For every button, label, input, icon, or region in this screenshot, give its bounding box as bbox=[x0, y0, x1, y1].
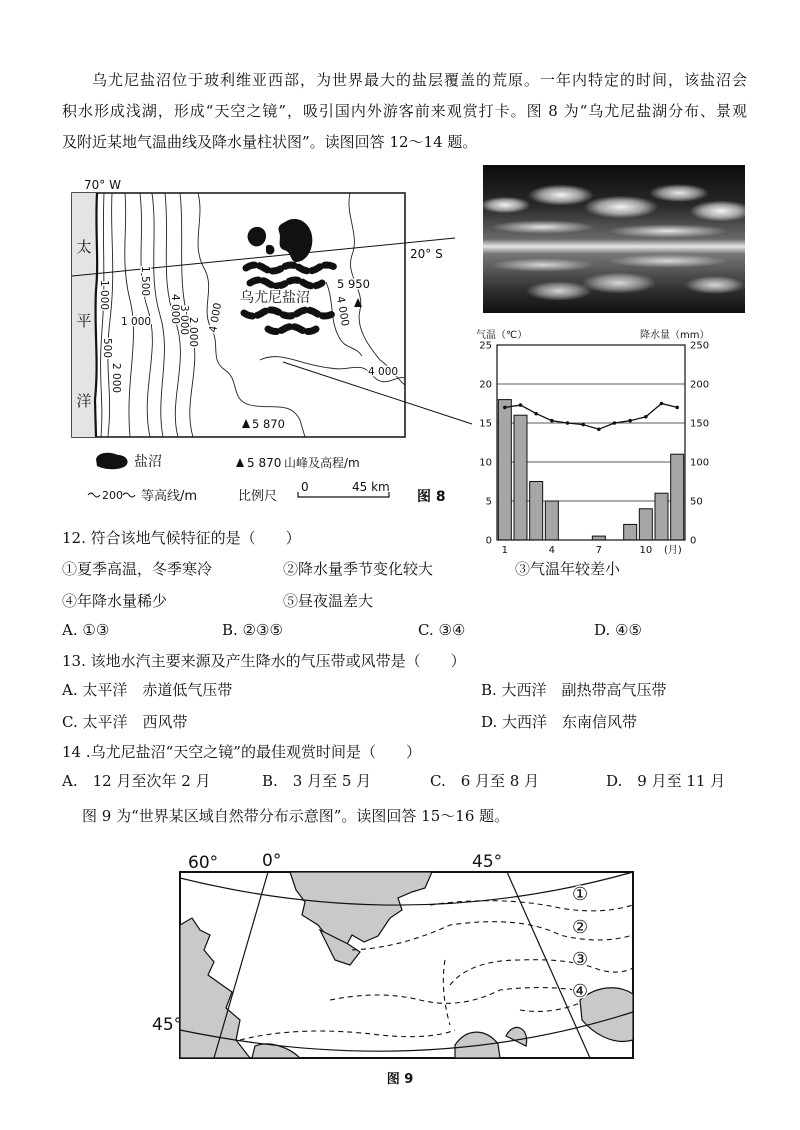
figure-8-caption: 图 8 bbox=[417, 489, 446, 505]
y-tick-right: 100 bbox=[690, 457, 710, 469]
contour-label: 3 000 bbox=[178, 305, 190, 336]
temperature-point bbox=[644, 415, 648, 419]
precipitation-bar bbox=[514, 415, 527, 540]
q12-item: ④年降水量稀少 bbox=[62, 592, 168, 610]
q14-option-b: B. 3 月至 5 月 bbox=[262, 772, 372, 790]
q13-stem: 13. 该地水汽主要来源及产生降水的气压带或风带是（ ） bbox=[62, 652, 466, 670]
q12-stem: 12. 符合该地气候特征的是（ ） bbox=[62, 529, 301, 547]
peak-b-elevation: 5 870 bbox=[252, 417, 285, 431]
contour-label: 2 000 bbox=[187, 317, 199, 348]
x-tick-label: 1 bbox=[501, 545, 509, 556]
temperature-point bbox=[550, 419, 554, 423]
temperature-point bbox=[534, 412, 538, 416]
lat-60-label: 60° bbox=[188, 853, 219, 873]
contour-label: 1 000 bbox=[98, 280, 110, 311]
lon-45-label: 45° bbox=[472, 852, 503, 872]
precipitation-bar bbox=[545, 501, 558, 540]
q12-item: ②降水量季节变化较大 bbox=[283, 560, 434, 578]
parallel-label: 20° S bbox=[410, 247, 443, 261]
y-tick-left: 15 bbox=[479, 418, 492, 430]
legend-contour-desc: 等高线/m bbox=[141, 489, 198, 504]
intro-line-1: 乌尤尼盐沼位于玻利维亚西部，为世界最大的盐层覆盖的荒原。一年内特定的时间，该盐沼会 bbox=[92, 71, 747, 89]
legend-salt-marsh: 盐沼 bbox=[134, 454, 162, 470]
map-legend bbox=[88, 453, 446, 505]
lon-0-label: 0° bbox=[262, 851, 282, 871]
contour-label: 4 000 bbox=[368, 366, 399, 378]
map-frame bbox=[72, 193, 405, 437]
y-tick-left: 0 bbox=[485, 535, 492, 547]
intro-line-2: 积水形成浅湖，形成“天空之镜”，吸引国内外游客前来观赏打卡。图 8 为“乌尤尼盐湖分布、景观 bbox=[62, 102, 747, 120]
chart-ylabel-right: 降水量（mm） bbox=[640, 330, 710, 341]
precipitation-bar bbox=[624, 524, 637, 540]
q12-item: ⑤昼夜温差大 bbox=[283, 592, 374, 610]
y-tick-right: 50 bbox=[690, 496, 703, 508]
zone-marker-2: ② bbox=[572, 917, 589, 938]
scale-start: 0 bbox=[301, 480, 309, 494]
q12-option-b: B. ②③⑤ bbox=[222, 621, 283, 639]
salt-marsh-name: 乌尤尼盐沼 bbox=[240, 290, 310, 306]
y-tick-right: 0 bbox=[690, 535, 697, 547]
contour-label: 2 000 bbox=[110, 363, 122, 394]
legend-peak-value: 5 870 bbox=[247, 456, 282, 470]
y-tick-right: 200 bbox=[690, 379, 710, 391]
contour-legend-wave-icon bbox=[88, 493, 100, 497]
contour-label: 1 500 bbox=[139, 266, 151, 297]
salt-marsh-legend-icon bbox=[96, 453, 128, 469]
contour-label: 4 000 bbox=[169, 294, 181, 325]
climate-chart bbox=[476, 328, 709, 556]
contour-legend-wave-icon bbox=[123, 493, 135, 497]
legend-contour-value: 200 bbox=[102, 489, 123, 502]
precipitation-bar bbox=[530, 482, 543, 541]
ocean-label-char: 太 bbox=[76, 238, 92, 256]
y-tick-right: 250 bbox=[690, 340, 710, 352]
zone-marker-4: ④ bbox=[572, 981, 589, 1002]
ocean-label-char: 洋 bbox=[76, 392, 92, 410]
lat-45-label: 45° bbox=[152, 1015, 183, 1035]
q13-option-b: B. 大西洋 副热带高气压带 bbox=[481, 681, 667, 699]
meridian-label: 70° W bbox=[84, 178, 121, 192]
y-tick-right: 150 bbox=[690, 418, 710, 430]
precipitation-bar bbox=[498, 400, 511, 540]
legend-scale-label: 比例尺 bbox=[238, 489, 278, 504]
precipitation-bar bbox=[655, 493, 668, 540]
q12-option-c: C. ③④ bbox=[418, 621, 466, 639]
zone-marker-3: ③ bbox=[572, 949, 589, 970]
ocean-label-char: 平 bbox=[76, 312, 92, 330]
chart-x-unit: (月) bbox=[664, 545, 682, 556]
chart-marks bbox=[479, 341, 709, 557]
q13-option-d: D. 大西洋 东南信风带 bbox=[481, 713, 638, 731]
q14-option-d: D. 9 月至 11 月 bbox=[606, 772, 726, 790]
contour-label: 4 000 bbox=[207, 301, 225, 334]
q14-option-a: A. 12 月至次年 2 月 bbox=[62, 772, 211, 790]
q14-option-c: C. 6 月至 8 月 bbox=[430, 772, 540, 790]
y-tick-left: 25 bbox=[479, 340, 492, 352]
x-tick-label: 4 bbox=[548, 545, 556, 556]
contour-label: 500 bbox=[101, 338, 113, 359]
intro-line-3: 及附近某地气温曲线及降水量柱状图”。读图回答 12～14 题。 bbox=[62, 133, 478, 151]
chart-ylabel-left: 气温（℃） bbox=[476, 330, 528, 341]
figure-9-intro: 图 9 为“世界某区域自然带分布示意图”。读图回答 15～16 题。 bbox=[82, 807, 510, 825]
q14-stem: 14 .乌尤尼盐沼“天空之镜”的最佳观赏时间是（ ） bbox=[62, 743, 421, 761]
temperature-point bbox=[519, 403, 523, 407]
figure-9-caption: 图 9 bbox=[386, 1072, 414, 1087]
q12-item: ③气温年较差小 bbox=[515, 560, 621, 578]
q12-option-d: D. ④⑤ bbox=[594, 621, 642, 639]
q12-option-a: A. ①③ bbox=[62, 621, 110, 639]
y-tick-left: 10 bbox=[479, 457, 492, 469]
q12-item: ①夏季高温，冬季寒冷 bbox=[62, 560, 213, 578]
peak-legend-icon bbox=[236, 458, 244, 467]
q13-option-a: A. 太平洋 赤道低气压带 bbox=[62, 681, 233, 699]
figure-9 bbox=[0, 845, 800, 1095]
contour-label: 4 000 bbox=[334, 295, 352, 328]
scale-end: 45 km bbox=[352, 480, 390, 494]
precipitation-bar bbox=[639, 509, 652, 540]
temperature-point bbox=[675, 406, 679, 410]
legend-peak-desc: 山峰及高程/m bbox=[284, 456, 360, 470]
zone-marker-1: ① bbox=[572, 884, 589, 905]
precipitation-bar bbox=[671, 454, 684, 540]
salt-flat-mirror-photo bbox=[483, 165, 745, 313]
temperature-point bbox=[613, 421, 617, 425]
temperature-point bbox=[660, 402, 664, 406]
temperature-point bbox=[628, 419, 632, 423]
contour-label: 1 000 bbox=[121, 316, 152, 328]
y-tick-left: 5 bbox=[485, 496, 492, 508]
y-tick-left: 20 bbox=[479, 379, 492, 391]
q13-option-c: C. 太平洋 西风带 bbox=[62, 713, 188, 731]
x-tick-label: 7 bbox=[595, 545, 603, 556]
x-tick-label: 10 bbox=[639, 545, 653, 556]
temperature-point bbox=[597, 427, 601, 431]
temperature-point bbox=[503, 406, 507, 410]
peak-a-elevation: 5 950 bbox=[337, 277, 370, 291]
temperature-point bbox=[566, 421, 570, 425]
temperature-point bbox=[581, 423, 585, 427]
temperature-line bbox=[505, 404, 677, 430]
